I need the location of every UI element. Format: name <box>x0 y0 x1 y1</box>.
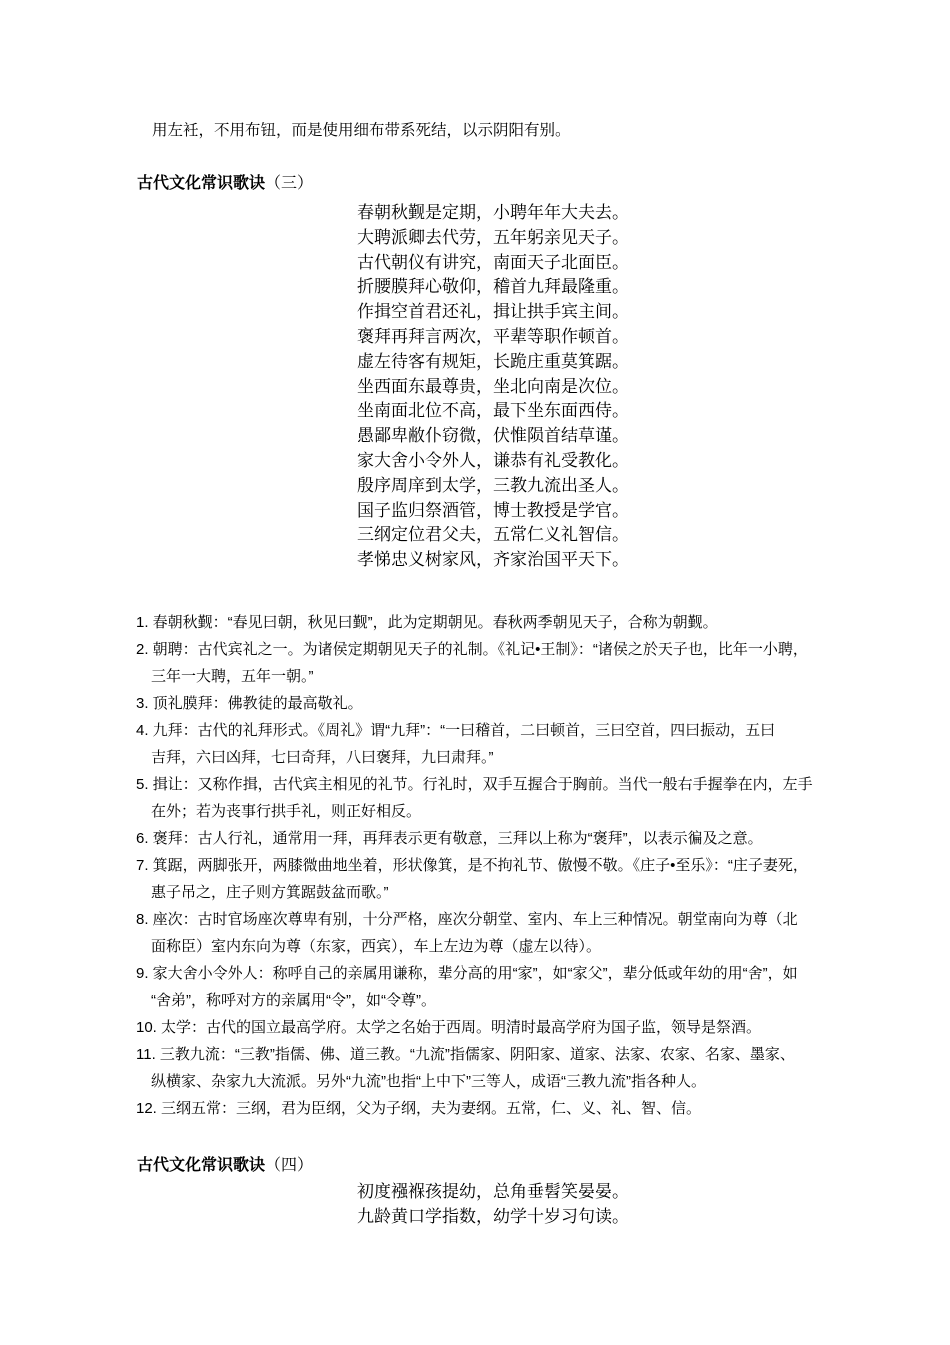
note-line: 吉拜，六曰凶拜，七曰奇拜，八曰褒拜，九曰肃拜。” <box>151 749 494 766</box>
poem-verse: 折腰膜拜心敬仰，稽首九拜最隆重。 <box>357 277 629 298</box>
section-number: （三） <box>265 173 314 192</box>
note-item <box>136 717 876 771</box>
poem-3 <box>338 201 648 573</box>
note-line: 4. 九拜：古代的礼拜形式。《周礼》谓“九拜”：“一曰稽首，二曰顿首，三曰空首，四曰振动，五曰 <box>136 722 776 739</box>
note-item <box>136 1041 876 1095</box>
note-line: 12. 三纲五常：三纲，君为臣纲，父为子纲，夫为妻纲。五常，仁、义、礼、智、信。 <box>136 1100 702 1117</box>
notes-list <box>136 609 876 1122</box>
note-line: 6. 褒拜：古人行礼，通常用一拜，再拜表示更有敬意，三拜以上称为“褒拜”，以表示徧及之意。 <box>136 830 763 847</box>
poem-verse: 褒拜再拜言两次，平辈等职作顿首。 <box>357 326 629 347</box>
poem-4 <box>338 1180 648 1230</box>
poem-verse: 古代朝仪有讲究，南面天子北面臣。 <box>357 252 629 273</box>
section-title: 古代文化常识歌诀 <box>137 1155 266 1174</box>
poem-verse: 春朝秋觐是定期，小聘年年大夫去。 <box>357 203 629 223</box>
section-number: （四） <box>265 1155 314 1174</box>
note-line: 惠子吊之，庄子则方箕踞鼓盆而歌。” <box>151 884 389 901</box>
note-item <box>136 960 876 1014</box>
note-item <box>136 1014 876 1041</box>
note-line: 1. 春朝秋觐：“春见曰朝，秋见曰觐”，此为定期朝见。春秋两季朝见天子，合称为朝觐。 <box>136 614 718 631</box>
poem-verse: 愚鄙卑敝仆窃微，伏惟陨首结草谨。 <box>357 426 629 447</box>
note-item <box>136 906 876 960</box>
poem-verse: 坐西面东最尊贵，坐北向南是次位。 <box>357 376 629 397</box>
poem-verse: 三纲定位君父夫，五常仁义礼智信。 <box>357 525 629 546</box>
note-item <box>136 852 876 906</box>
poem-verse: 国子监归祭酒管，博士教授是学官。 <box>357 500 629 521</box>
note-item <box>136 690 876 717</box>
note-item <box>136 1095 876 1122</box>
note-line: 在外；若为丧事行拱手礼，则正好相反。 <box>151 803 422 820</box>
section-title: 古代文化常识歌诀 <box>137 173 266 192</box>
note-line: 3. 顶礼膜拜：佛教徒的最高敬礼。 <box>136 695 363 712</box>
note-line: 11. 三教九流：“三教”指儒、佛、道三教。“九流”指儒家、阴阳家、道家、法家、农家、名家、墨家、 <box>136 1046 795 1063</box>
section-heading-3 <box>137 170 313 193</box>
intro-paragraph: 用左衽，不用布钮，而是使用细布带系死结，以示阴阳有别。 <box>152 122 571 139</box>
note-line: 纵横家、杂家九大流派。另外“九流”也指“上中下”三等人，成语“三教九流”指各种人。 <box>151 1073 706 1090</box>
note-line: 5. 揖让：又称作揖，古代宾主相见的礼节。行礼时，双手互握合于胸前。当代一般右手握拳在内，左手 <box>136 776 813 793</box>
note-item <box>136 825 876 852</box>
note-line: 三年一大聘，五年一朝。” <box>151 668 314 685</box>
poem-verse: 九龄黄口学指数，幼学十岁习句读。 <box>357 1206 629 1227</box>
note-line: 2. 朝聘：古代宾礼之一。为诸侯定期朝见天子的礼制。《礼记•王制》：“诸侯之於天子也，比年一小聘， <box>136 641 808 658</box>
note-line: 面称臣）室内东向为尊（东家，西宾），车上左边为尊（虚左以待）。 <box>151 938 602 955</box>
note-line: 8. 座次：古时官场座次尊卑有别，十分严格，座次分朝堂、室内、车上三种情况。朝堂南向为尊（北 <box>136 911 798 928</box>
poem-verse: 虚左待客有规矩，长跪庄重莫箕踞。 <box>357 351 629 372</box>
poem-verse: 孝悌忠义树家风，齐家治国平天下。 <box>357 550 629 571</box>
poem-verse: 作揖空首君还礼，揖让拱手宾主间。 <box>357 302 629 323</box>
poem-verse: 家大舍小令外人，谦恭有礼受教化。 <box>357 450 629 471</box>
note-item <box>136 609 876 636</box>
note-line: 9. 家大舍小令外人：称呼自己的亲属用谦称，辈分高的用“家”，如“家父”，辈分低或年幼的用“舍”，如 <box>136 965 798 982</box>
note-line: 10. 太学：古代的国立最高学府。太学之名始于西周。明清时最高学府为国子监，领导是祭酒。 <box>136 1019 762 1036</box>
poem-verse: 大聘派卿去代劳，五年躬亲见天子。 <box>357 227 629 248</box>
poem-verse: 殷序周庠到太学，三教九流出圣人。 <box>357 475 629 496</box>
poem-verse: 坐南面北位不高，最下坐东面西侍。 <box>357 401 629 422</box>
note-item <box>136 636 876 690</box>
poem-verse: 初度襁褓孩提幼，总角垂髫笑晏晏。 <box>357 1182 629 1202</box>
note-line: 7. 箕踞，两脚张开，两膝微曲地坐着，形状像箕，是不拘礼节、傲慢不敬。《庄子•至乐》：“庄子妻死， <box>136 857 808 874</box>
note-line: “舍弟”，称呼对方的亲属用“令”，如“令尊”。 <box>151 992 436 1009</box>
note-item <box>136 771 876 825</box>
section-heading-4 <box>137 1152 313 1175</box>
